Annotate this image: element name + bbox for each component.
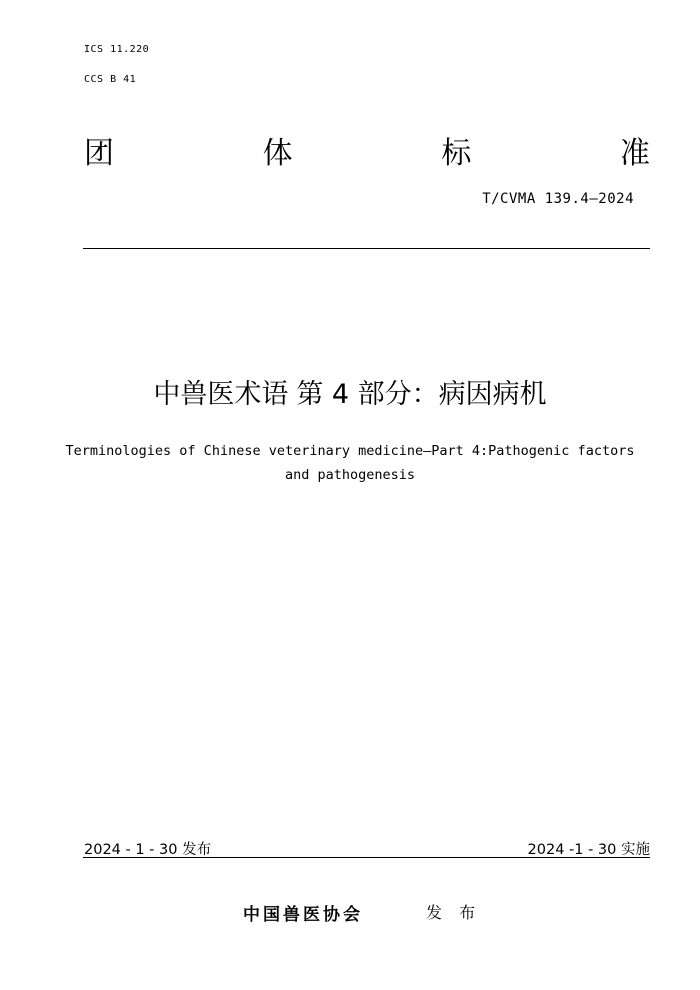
standard-type-char: 标 [441,136,472,171]
issue-action: 发 布 [426,903,482,922]
standard-type-heading [84,136,650,172]
ccs-code: CCS B 41 [84,74,137,85]
implement-date: 2024 -1 - 30 实施 [527,842,650,858]
header-divider [83,248,650,249]
title-cn-prefix: 中兽医术语 [153,379,289,410]
document-title-cn [0,378,700,412]
title-cn-part: 第 4 部分：病因病机 [296,379,547,410]
standard-code: T/CVMA 139.4—2024 [482,191,634,207]
publish-date: 2024 - 1 - 30 发布 [84,842,212,858]
issuer-name: 中国兽医协会 [243,905,363,925]
document-title-en-line2: and pathogenesis [284,467,416,483]
ics-code: ICS 11.220 [84,44,150,55]
standard-type-char: 准 [619,136,650,171]
standard-type-char: 团 [84,136,114,171]
standard-type-char: 体 [262,136,293,171]
footer-divider [83,857,650,858]
document-title-en-line1: Terminologies of Chinese veterinary medicine—Part 4:Pathogenic factors [65,443,635,459]
